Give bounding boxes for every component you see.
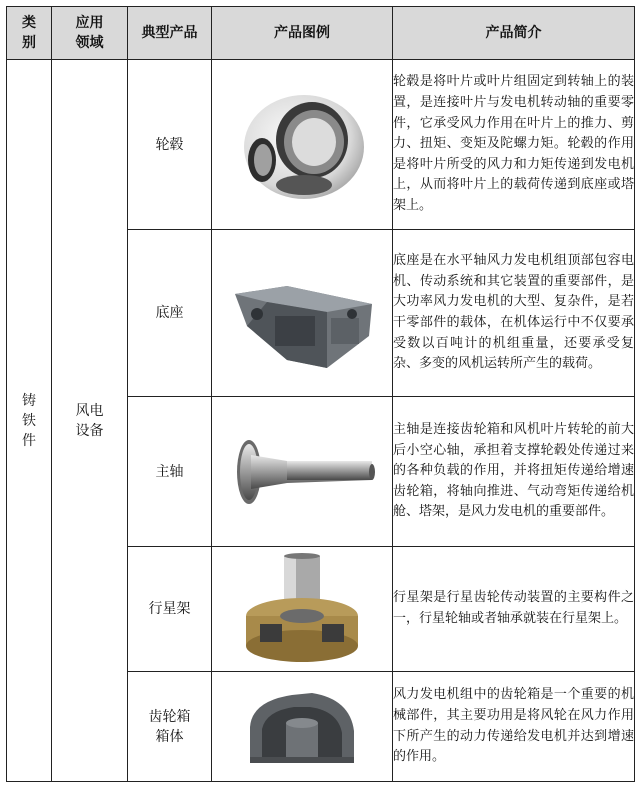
product-name: 行星架	[128, 547, 212, 672]
product-name: 主轴	[128, 397, 212, 547]
field-cell: 风电 设备	[52, 60, 128, 782]
product-description: 主轴是连接齿轮箱和风机叶片转轮的前大后小空心轴，承担着支撑轮毂处传递过来的各种负载的作用，并将扭矩传递给增速齿轮箱，将轴向推进、气动弯矩传递给机舱、塔架，是风力发电机的重要部件。	[393, 397, 635, 547]
product-image-cell	[212, 397, 393, 547]
base-frame-icon	[227, 256, 377, 371]
product-description: 行星架是行星齿轮传动装置的主要构件之一，行星轮轴或者轴承就装在行星架上。	[393, 547, 635, 672]
product-description: 轮毂是将叶片或叶片组固定到转轴上的装置，是连接叶片与发电机转动轴的重要零件，它承受风力作用在叶片上的推力、剪力、扭矩、变矩及陀螺力矩。轮毂的作用是将叶片所受的风力和力矩传递到发电机上，从而将叶片上的载荷传递到底座或塔架上。	[393, 60, 635, 230]
table-row	[7, 60, 635, 230]
product-image-cell	[212, 230, 393, 397]
header-intro: 产品简介	[393, 7, 635, 60]
main-shaft-icon	[227, 437, 377, 507]
header-field: 应用 领域	[52, 7, 128, 60]
wheel-hub-icon	[232, 85, 372, 205]
header-category: 类 别	[7, 7, 52, 60]
gearbox-housing-icon	[242, 687, 362, 767]
product-name: 轮毂	[128, 60, 212, 230]
product-name: 底座	[128, 230, 212, 397]
category-cell: 铸 铁 件	[7, 60, 52, 782]
planet-carrier-icon	[242, 552, 362, 667]
product-description: 风力发电机组中的齿轮箱是一个重要的机械部件，其主要功用是将风轮在风力作用下所产生的动力传递给发电机并达到增速的作用。	[393, 672, 635, 782]
header-image: 产品图例	[212, 7, 393, 60]
product-image-cell	[212, 547, 393, 672]
header-row	[7, 7, 635, 60]
product-image-cell	[212, 672, 393, 782]
product-description: 底座是在水平轴风力发电机组顶部包容电机、传动系统和其它装置的重要部件，是大功率风力发电机的大型、复杂件，是若干零部件的载体，在机体运行中不仅要承受数以百吨计的机组重量，还要承受复杂、多变的风机运转所产生的载荷。	[393, 230, 635, 397]
product-table	[6, 6, 635, 782]
product-image-cell	[212, 60, 393, 230]
product-name: 齿轮箱 箱体	[128, 672, 212, 782]
header-product: 典型产品	[128, 7, 212, 60]
